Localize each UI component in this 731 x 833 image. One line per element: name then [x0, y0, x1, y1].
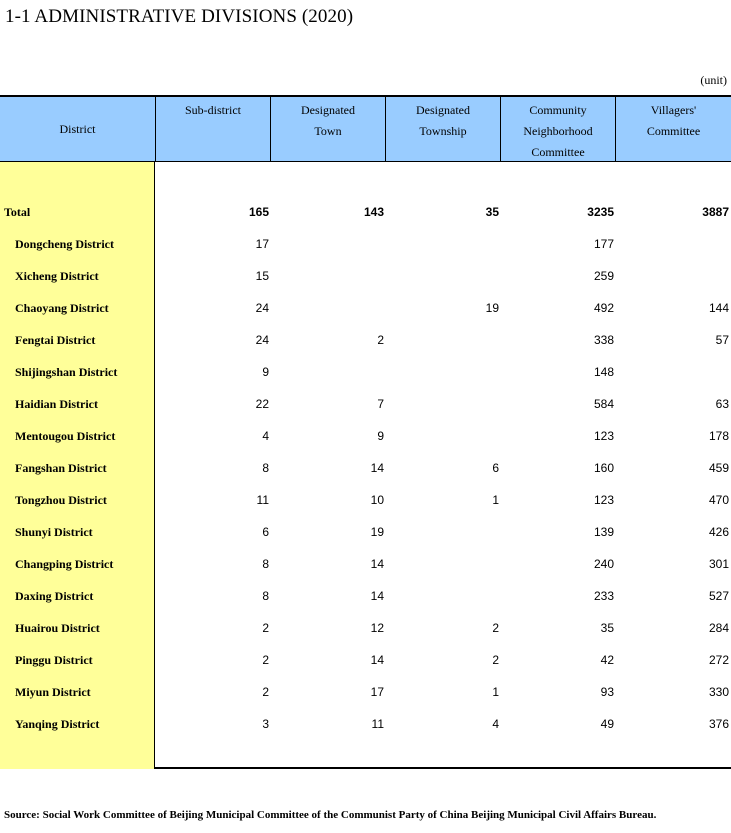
district-name: Shijingshan District — [15, 365, 118, 379]
cell-villagers: 426 — [708, 525, 729, 539]
cell-villagers: 178 — [708, 429, 729, 443]
cell-designated-town: 17 — [370, 685, 384, 699]
cell-villagers: 330 — [708, 685, 729, 699]
cell-sub-district: 15 — [255, 269, 269, 283]
cell-community: 259 — [593, 269, 614, 283]
cell-community: 177 — [593, 237, 614, 251]
cell-villagers: 63 — [715, 397, 729, 411]
cell-community: 93 — [600, 685, 614, 699]
table-row — [0, 260, 731, 292]
table-row — [0, 708, 731, 740]
cell-sub-district: 11 — [256, 493, 269, 507]
total-row — [0, 196, 731, 228]
cell-villagers: 272 — [708, 653, 729, 667]
header-villagers — [615, 97, 731, 161]
cell-designated-town: 19 — [370, 525, 384, 539]
page-title: 1-1 ADMINISTRATIVE DIVISIONS (2020) — [5, 6, 354, 27]
cell-villagers: 470 — [708, 493, 729, 507]
cell-designated-town: 14 — [370, 557, 384, 571]
cell-community: 584 — [593, 397, 614, 411]
total-label: Total — [4, 205, 31, 219]
district-name: Xicheng District — [15, 269, 99, 283]
header-villagers-line1: Villagers' — [650, 103, 697, 117]
data-table — [0, 95, 731, 769]
cell-community: 42 — [600, 653, 614, 667]
header-community-line1: Community — [529, 103, 587, 117]
cell-sub-district: 17 — [255, 237, 269, 251]
cell-designated-township: 6 — [492, 461, 499, 475]
district-name: Changping District — [15, 557, 114, 571]
cell-designated-township: 1 — [492, 493, 499, 507]
cell-community: 35 — [600, 621, 614, 635]
total-designated-town: 143 — [363, 205, 384, 219]
district-name: Haidian District — [15, 397, 98, 411]
total-villagers: 3887 — [702, 205, 729, 219]
district-name: Tongzhou District — [15, 493, 107, 507]
cell-designated-township: 19 — [485, 301, 499, 315]
header-designated-township-line1: Designated — [416, 103, 470, 117]
cell-villagers: 57 — [715, 333, 729, 347]
table-row — [0, 612, 731, 644]
cell-sub-district: 8 — [262, 461, 269, 475]
table-row — [0, 420, 731, 452]
table-row — [0, 292, 731, 324]
cell-villagers: 527 — [708, 589, 729, 603]
table-row — [0, 388, 731, 420]
unit-label: (unit) — [700, 73, 727, 87]
table-row — [0, 676, 731, 708]
cell-designated-town: 14 — [370, 461, 384, 475]
district-name: Fengtai District — [15, 333, 96, 347]
cell-community: 160 — [593, 461, 614, 475]
header-designated-town-line1: Designated — [301, 103, 355, 117]
table-row — [0, 516, 731, 548]
table-row — [0, 452, 731, 484]
cell-sub-district: 24 — [255, 333, 269, 347]
table-row — [0, 580, 731, 612]
header-designated-town — [270, 97, 385, 161]
total-community: 3235 — [587, 205, 614, 219]
header-sub-district: Sub-district — [155, 97, 270, 161]
cell-designated-town: 12 — [370, 621, 384, 635]
district-name: Dongcheng District — [15, 237, 114, 251]
table-row — [0, 484, 731, 516]
table-row — [0, 228, 731, 260]
cell-designated-township: 1 — [492, 685, 499, 699]
cell-villagers: 144 — [708, 301, 729, 315]
table-row — [0, 548, 731, 580]
cell-community: 338 — [593, 333, 614, 347]
district-name: Pinggu District — [15, 653, 93, 667]
cell-community: 148 — [593, 365, 614, 379]
table-row — [0, 644, 731, 676]
cell-designated-town: 2 — [377, 333, 384, 347]
cell-sub-district: 2 — [262, 685, 269, 699]
table-header — [0, 97, 731, 162]
cell-community: 492 — [593, 301, 614, 315]
header-community-line2: Neighborhood — [523, 124, 593, 138]
district-name: Fangshan District — [15, 461, 107, 475]
cell-community: 49 — [600, 717, 614, 731]
source-note: Source: Social Work Committee of Beijing Municipal Committee of the Communist Party of China Beijing Municipal Civil Affairs Bureau. — [4, 809, 657, 821]
cell-villagers: 301 — [708, 557, 729, 571]
district-name: Daxing District — [15, 589, 94, 603]
cell-community: 233 — [593, 589, 614, 603]
header-designated-township-line2: Township — [419, 124, 467, 138]
district-name: Shunyi District — [15, 525, 93, 539]
cell-community: 139 — [593, 525, 614, 539]
cell-sub-district: 8 — [262, 557, 269, 571]
cell-sub-district: 8 — [262, 589, 269, 603]
cell-sub-district: 4 — [262, 429, 269, 443]
cell-villagers: 459 — [708, 461, 729, 475]
header-district: District — [59, 121, 96, 136]
cell-community: 123 — [593, 493, 614, 507]
table-row — [0, 324, 731, 356]
cell-sub-district: 3 — [262, 717, 269, 731]
header-community-line3: Committee — [531, 145, 585, 159]
cell-sub-district: 2 — [262, 653, 269, 667]
header-villagers-line2: Committee — [646, 124, 701, 138]
total-sub-district: 165 — [248, 205, 269, 219]
district-name: Miyun District — [15, 685, 91, 699]
cell-designated-township: 2 — [492, 653, 499, 667]
cell-designated-township: 2 — [492, 621, 499, 635]
header-designated-township — [385, 97, 500, 161]
cell-sub-district: 9 — [262, 365, 269, 379]
cell-designated-township: 4 — [492, 717, 499, 731]
cell-community: 240 — [593, 557, 614, 571]
cell-designated-town: 14 — [370, 589, 384, 603]
header-community — [500, 97, 615, 161]
cell-designated-town: 7 — [377, 397, 384, 411]
district-name: Chaoyang District — [15, 301, 109, 315]
cell-sub-district: 6 — [262, 525, 269, 539]
cell-designated-town: 9 — [377, 429, 384, 443]
cell-community: 123 — [593, 429, 614, 443]
cell-designated-town: 14 — [370, 653, 384, 667]
table-row — [0, 356, 731, 388]
cell-villagers: 284 — [708, 621, 729, 635]
cell-sub-district: 2 — [262, 621, 269, 635]
cell-villagers: 376 — [708, 717, 729, 731]
cell-designated-town: 10 — [370, 493, 384, 507]
header-designated-town-line2: Town — [314, 124, 342, 138]
cell-designated-town: 11 — [371, 717, 384, 731]
cell-sub-district: 22 — [255, 397, 269, 411]
district-name: Mentougou District — [15, 429, 116, 443]
total-designated-township: 35 — [485, 205, 499, 219]
cell-sub-district: 24 — [255, 301, 269, 315]
district-name: Yanqing District — [15, 717, 100, 731]
district-name: Huairou District — [15, 621, 100, 635]
